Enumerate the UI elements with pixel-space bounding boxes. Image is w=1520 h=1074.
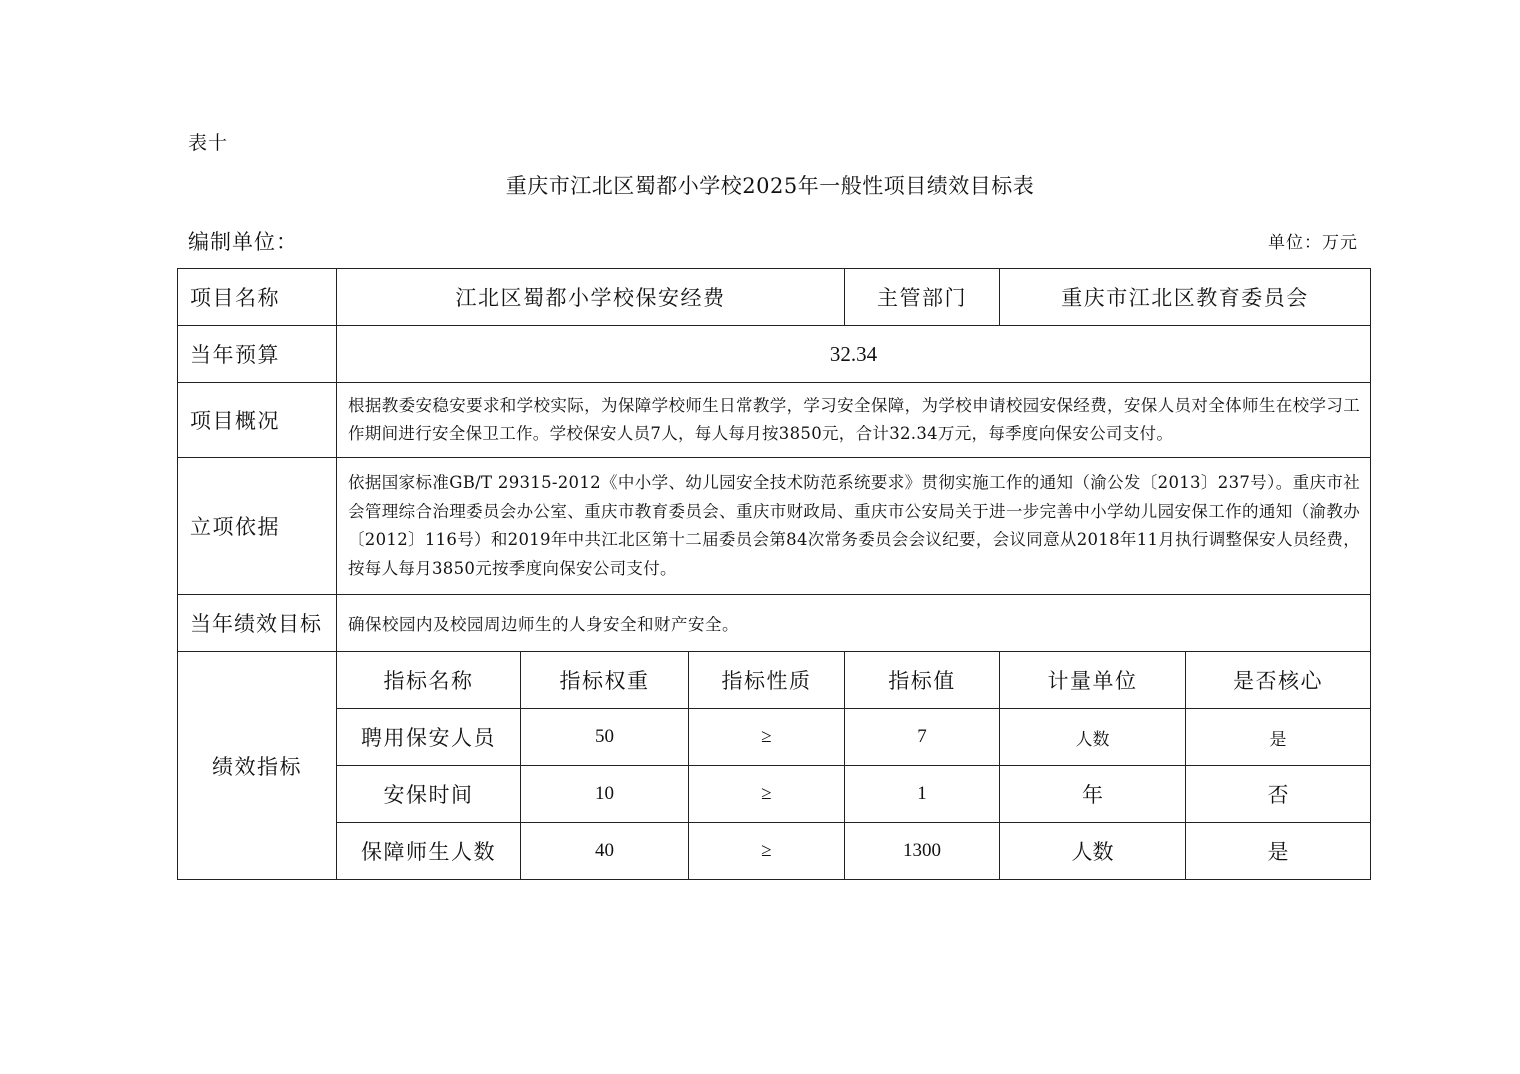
- indicator-value: 7: [845, 709, 1000, 766]
- table-number: 表十: [188, 132, 229, 154]
- row-project-name: [178, 269, 1371, 326]
- indicator-core: 否: [1186, 766, 1371, 823]
- indicator-name: 聘用保安人员: [337, 709, 521, 766]
- indicator-weight: 40: [521, 823, 689, 880]
- basis-label: 立项依据: [178, 458, 337, 595]
- compiler-unit-label: 编制单位：: [188, 230, 298, 254]
- budget-label: 当年预算: [178, 326, 337, 383]
- indicator-core: 是: [1186, 709, 1371, 766]
- indicator-nature: ≥: [689, 709, 845, 766]
- indicator-unit: 人数: [1000, 709, 1186, 766]
- currency-unit-label: 单位：万元: [1268, 233, 1358, 253]
- department-label: 主管部门: [845, 269, 1000, 326]
- indicator-nature: ≥: [689, 766, 845, 823]
- project-name-value: 江北区蜀都小学校保安经费: [337, 269, 845, 326]
- indicator-nature: ≥: [689, 823, 845, 880]
- indicators-section-label: 绩效指标: [178, 652, 337, 880]
- indicator-core: 是: [1186, 823, 1371, 880]
- table-row: [178, 766, 1371, 823]
- indicator-name: 保障师生人数: [337, 823, 521, 880]
- indicator-name: 安保时间: [337, 766, 521, 823]
- row-overview: [178, 383, 1371, 458]
- header-indicator-name: 指标名称: [337, 652, 521, 709]
- performance-target-table: [177, 268, 1371, 880]
- header-is-core: 是否核心: [1186, 652, 1371, 709]
- header-indicator-nature: 指标性质: [689, 652, 845, 709]
- indicator-value: 1300: [845, 823, 1000, 880]
- indicator-header-row: [178, 652, 1371, 709]
- document-title: 重庆市江北区蜀都小学校2025年一般性项目绩效目标表: [505, 174, 1035, 198]
- project-name-label: 项目名称: [178, 269, 337, 326]
- budget-value: 32.34: [337, 326, 1371, 383]
- basis-value: 依据国家标准GB/T 29315-2012《中小学、幼儿园安全技术防范系统要求》贯彻实施工作的通知（渝公发〔2013〕237号）。重庆市社会管理综合治理委员会办公室、重庆市教育委员会、重庆市财政局、重庆市公安局关于进一步完善中小学幼儿园安保工作的通知（渝教办〔2012〕116号）和2019年中共江北区第十二届委员会第84次常务委员会会议纪要，会议同意从2018年11月执行调整保安人员经费，按每人每月3850元按季度向保安公司支付。: [337, 458, 1371, 595]
- department-value: 重庆市江北区教育委员会: [1000, 269, 1371, 326]
- goal-label: 当年绩效目标: [178, 595, 337, 652]
- table-row: [178, 709, 1371, 766]
- overview-value: 根据教委安稳安要求和学校实际，为保障学校师生日常教学，学习安全保障，为学校申请校园安保经费，安保人员对全体师生在校学习工作期间进行安全保卫工作。学校保安人员7人，每人每月按3850元，合计32.34万元，每季度向保安公司支付。: [337, 383, 1371, 458]
- goal-value: 确保校园内及校园周边师生的人身安全和财产安全。: [337, 595, 1371, 652]
- indicator-value: 1: [845, 766, 1000, 823]
- indicator-unit: 人数: [1000, 823, 1186, 880]
- indicator-weight: 10: [521, 766, 689, 823]
- row-budget: [178, 326, 1371, 383]
- header-indicator-value: 指标值: [845, 652, 1000, 709]
- overview-label: 项目概况: [178, 383, 337, 458]
- header-measure-unit: 计量单位: [1000, 652, 1186, 709]
- row-goal: [178, 595, 1371, 652]
- header-indicator-weight: 指标权重: [521, 652, 689, 709]
- row-basis: [178, 458, 1371, 595]
- table-row: [178, 823, 1371, 880]
- indicator-weight: 50: [521, 709, 689, 766]
- indicator-unit: 年: [1000, 766, 1186, 823]
